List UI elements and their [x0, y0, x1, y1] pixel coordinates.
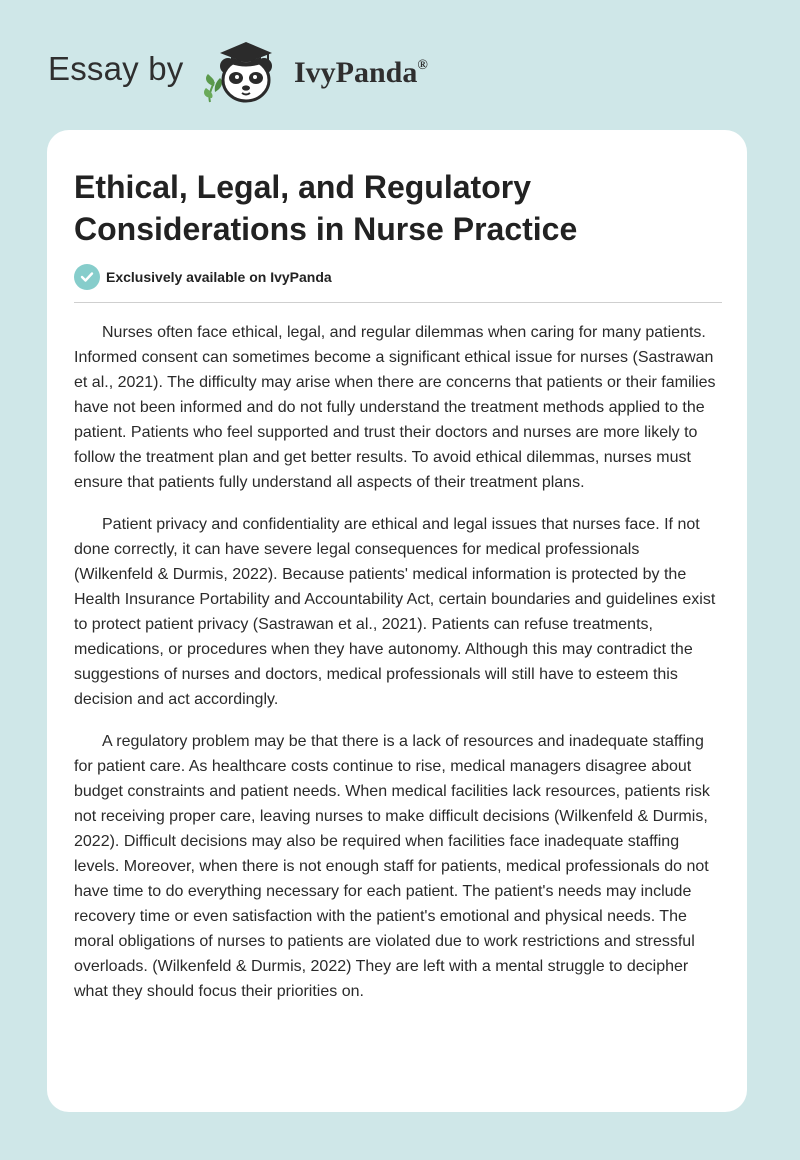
check-icon	[74, 264, 100, 290]
brand-header	[48, 36, 468, 106]
paragraph: Nurses often face ethical, legal, and regular dilemmas when caring for many patients. Informed consent can sometimes become a significant ethical issue for nurses (Sastrawan et al., 2021). The difficulty may arise when there are concerns that patients or their families have not been informed and do not fully understand the treatment methods applied to the patient. Patients who feel supported and trust their doctors and nurses are more likely to follow the treatment plan and get better results. To avoid ethical dilemmas, nurses must ensure that patients fully understand all aspects of their treatment plans.	[74, 324, 716, 491]
panda-graduation-cap-icon	[202, 36, 290, 106]
divider	[74, 302, 722, 303]
exclusive-label: Exclusively available on IvyPanda	[106, 269, 332, 285]
brand-prefix: Essay by	[48, 50, 184, 87]
brand-name-text: IvyPanda	[294, 56, 418, 89]
essay-body	[74, 320, 722, 1021]
paragraph: A regulatory problem may be that there is a lack of resources and inadequate staffing for patient care. As healthcare costs continue to rise, medical managers disagree about budget constraints and patient needs. When medical facilities lack resources, patients risk not receiving proper care, leaving nurses to make difficult decisions (Wilkenfeld & Durmis, 2022). Difficult decisions may also be required when facilities face inadequate staffing levels. Moreover, when there is not enough staff for patients, medical professionals do not have time to do everything necessary for each patient. The patient's needs may include recovery time or even satisfaction with the patient's emotional and physical needs. The moral obligations of nurses to patients are violated due to work restrictions and stressful overloads. (Wilkenfeld & Durmis, 2022) They are left with a mental struggle to decipher what they should focus their priorities on.	[74, 733, 710, 1000]
paragraph: Patient privacy and confidentiality are ethical and legal issues that nurses face. If not done correctly, it can have severe legal consequences for medical professionals (Wilkenfeld & Durmis, 2022). Because patients' medical information is protected by the Health Insurance Portability and Accountability Act, certain boundaries and guidelines exist to protect patient privacy (Sastrawan et al., 2021). Patients can refuse treatments, medications, or procedures when they have autonomy. Although this may contradict the suggestions of nurses and doctors, medical professionals will still have to esteem this decision and act accordingly.	[74, 516, 716, 708]
brand-name	[294, 56, 428, 90]
exclusive-badge	[74, 264, 332, 290]
page-title: Ethical, Legal, and Regulatory Considerations in Nurse Practice	[74, 169, 578, 247]
registered-mark: ®	[417, 58, 428, 73]
essay-card	[47, 130, 747, 1112]
